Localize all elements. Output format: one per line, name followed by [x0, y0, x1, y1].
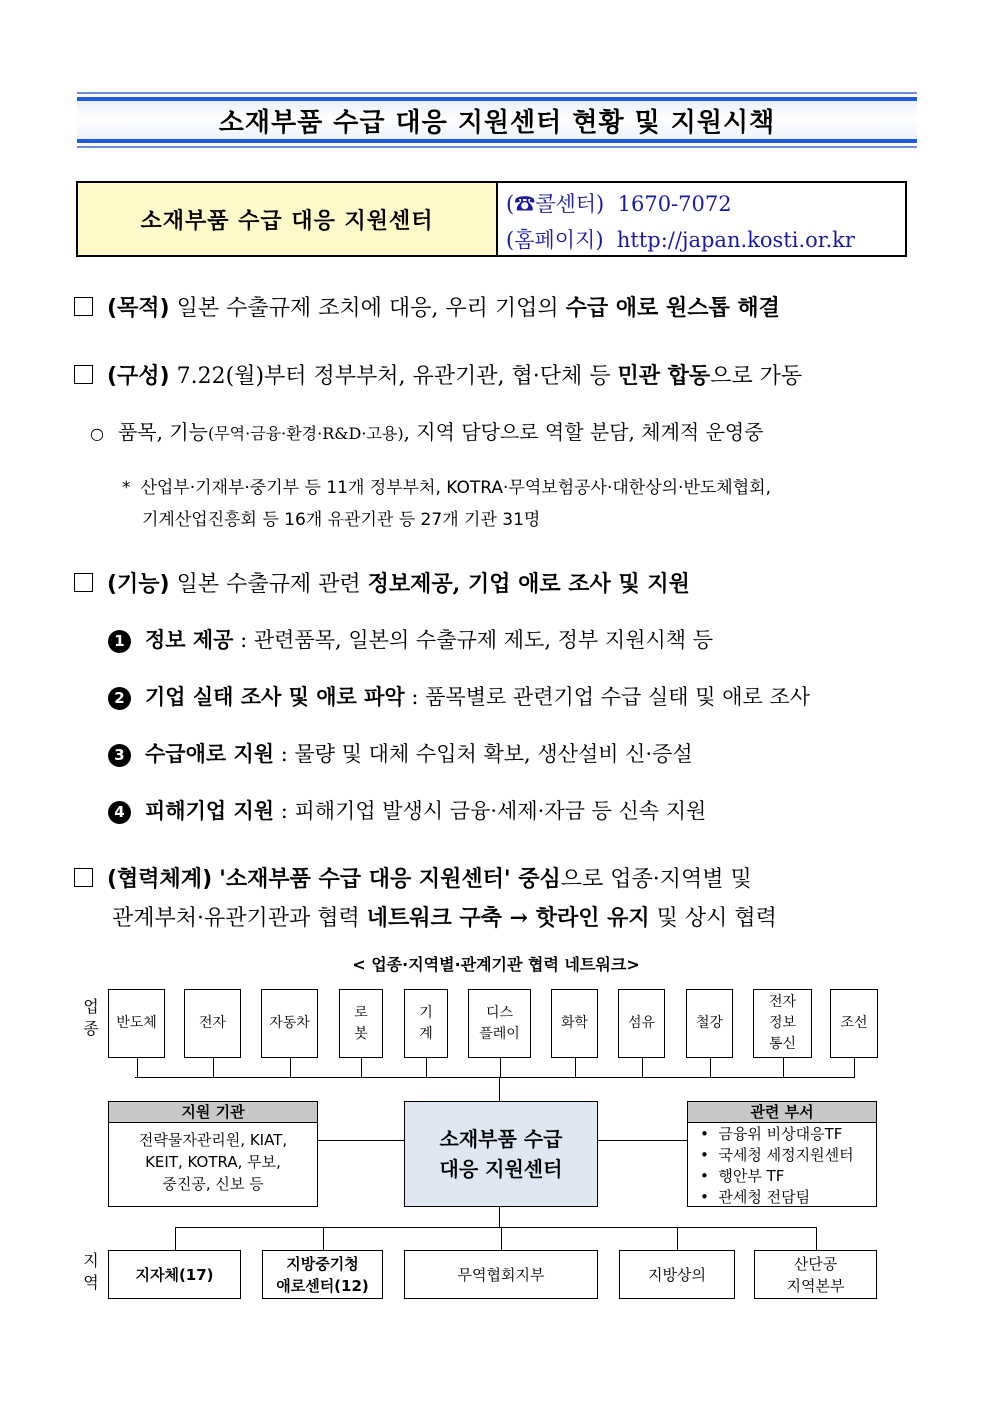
industry-box: 반도체	[108, 989, 165, 1058]
item-desc: : 관련품목, 일본의 수출규제 제도, 정부 지원시책 등	[233, 628, 714, 652]
note-line-2: 기계산업진흥회 등 16개 유관기관 등 27개 기관 31명	[142, 510, 541, 530]
number-3-icon: 3	[108, 744, 131, 767]
item-title: 정보 제공	[145, 627, 234, 652]
item-desc: : 물량 및 대체 수입처 확보, 생산설비 신·증설	[274, 742, 693, 766]
connector-line	[854, 1058, 855, 1078]
support-box	[108, 1101, 318, 1207]
purpose-bold: 수급 애로 원스톱 해결	[565, 295, 780, 321]
industry-box: 섬유	[618, 989, 665, 1058]
connector-line	[597, 1140, 687, 1141]
function-item	[108, 795, 810, 852]
cooperation-label: (협력체계)	[107, 867, 213, 892]
composition-label: (구성)	[107, 364, 170, 389]
connector-line	[816, 1227, 817, 1250]
function-item	[108, 681, 810, 738]
function-label: (기능)	[107, 572, 170, 597]
item-title: 수급애로 지원	[145, 741, 275, 766]
web-url[interactable]: http://japan.kosti.or.kr	[616, 228, 855, 252]
industry-bus-line	[135, 1077, 855, 1078]
industry-box: 자동차	[261, 989, 318, 1058]
connector-line	[323, 1227, 324, 1250]
related-item: • 국세청 세정지원센터	[700, 1146, 854, 1164]
item-title: 피해기업 지원	[145, 798, 275, 823]
industry-box: 화학	[551, 989, 598, 1058]
connector-line	[642, 1058, 643, 1078]
page-title-text: 소재부품 수급 대응 지원센터 현황 및 지원시책	[218, 107, 776, 138]
industry-box: 로 봇	[339, 989, 383, 1058]
connector-line	[137, 1058, 138, 1078]
region-box: 산단공 지역본부	[754, 1250, 877, 1299]
cooperation-text: 으로 업종·지역별 및	[560, 867, 752, 892]
asterisk-icon: *	[122, 478, 131, 498]
region-box: 무역협회지부	[404, 1250, 598, 1299]
industry-box: 디스 플레이	[468, 989, 531, 1058]
related-item: • 관세청 전담팀	[700, 1188, 811, 1206]
composition-text-post: 으로 가동	[710, 364, 803, 389]
cooperation-text-2: 관계부처·유관기관과 협력	[112, 906, 367, 931]
composition-bold: 민관 합동	[617, 363, 711, 389]
center-name: 소재부품 수급 대응 지원센터	[78, 183, 498, 255]
circle-bullet-icon: ○	[90, 424, 104, 443]
purpose-label: (목적)	[107, 296, 170, 321]
composition-sub-small: (무역·금융·환경·R&D·고용)	[207, 424, 404, 443]
cooperation-text-2-post: 및 상시 협력	[649, 906, 777, 931]
page-title	[77, 97, 917, 143]
item-title: 기업 실태 조사 및 애로 파악	[145, 684, 405, 709]
connector-line	[317, 1140, 405, 1141]
industry-label: 업 종	[83, 997, 99, 1038]
connector-line	[213, 1058, 214, 1078]
connector-line	[677, 1227, 678, 1250]
center-box: 소재부품 수급 대응 지원센터	[404, 1101, 598, 1207]
support-body: 전략물자관리원, KIAT, KEIT, KOTRA, 무보, 중진공, 신보 등	[138, 1131, 288, 1193]
related-item-text: 관세청 전담팀	[718, 1188, 811, 1206]
related-header: 관련 부서	[688, 1102, 876, 1123]
industry-box: 철강	[686, 989, 733, 1058]
composition-sub-pre: 품목, 기능	[117, 420, 208, 444]
related-item: • 금융위 비상대응TF	[700, 1125, 843, 1143]
connector-line	[426, 1058, 427, 1078]
info-box	[76, 181, 907, 257]
checkbox-square-icon	[74, 868, 93, 887]
call-number: 1670-7072	[617, 192, 732, 216]
connector-line	[501, 1227, 502, 1250]
connector-line	[361, 1058, 362, 1078]
connector-line	[499, 1077, 500, 1101]
purpose-line	[74, 291, 780, 322]
connector-line	[710, 1058, 711, 1078]
region-box: 지방중기청 애로센터(12)	[262, 1250, 383, 1299]
related-item-text: 국세청 세정지원센터	[718, 1146, 854, 1164]
industry-box: 전자 정보 통신	[753, 989, 812, 1058]
connector-line	[500, 1058, 501, 1078]
connector-line	[783, 1058, 784, 1078]
checkbox-square-icon	[74, 297, 93, 316]
cooperation-line-2	[112, 901, 777, 932]
function-bold: 정보제공, 기업 애로 조사 및 지원	[367, 571, 690, 597]
connector-line	[290, 1058, 291, 1078]
industry-box: 기 계	[404, 989, 448, 1058]
contact-info	[498, 183, 905, 255]
related-box	[687, 1101, 877, 1207]
purpose-text: 일본 수출규제 조치에 대응, 우리 기업의	[176, 296, 566, 321]
cooperation-bold-2: 네트워크 구축 → 핫라인 유지	[366, 905, 650, 931]
web-label: (홈페이지)	[506, 228, 604, 252]
checkbox-square-icon	[74, 573, 93, 592]
number-4-icon: 4	[108, 801, 131, 824]
number-1-icon: 1	[108, 630, 131, 653]
composition-sub-post: , 지역 담당으로 역할 분담, 체계적 운영중	[403, 420, 764, 444]
connector-line	[499, 1206, 500, 1228]
connector-line	[575, 1058, 576, 1078]
function-text: 일본 수출규제 관련	[176, 572, 368, 597]
composition-sub	[90, 416, 764, 445]
function-item	[108, 738, 810, 795]
region-label: 지 역	[83, 1251, 99, 1292]
composition-line	[74, 359, 802, 390]
region-bus-line	[175, 1227, 817, 1228]
number-2-icon: 2	[108, 687, 131, 710]
related-item-text: 행안부 TF	[718, 1167, 785, 1185]
composition-note	[122, 472, 771, 536]
related-item-text: 금융위 비상대응TF	[718, 1125, 843, 1143]
call-label: (☎콜센터)	[506, 192, 605, 216]
region-box: 지자체(17)	[108, 1250, 241, 1299]
item-desc: : 품목별로 관련기업 수급 실태 및 애로 조사	[404, 685, 811, 709]
industry-box: 조선	[830, 989, 878, 1058]
function-item	[108, 624, 810, 681]
function-items	[108, 624, 810, 852]
cooperation-bold: '소재부품 수급 대응 지원센터' 중심	[219, 866, 561, 892]
diagram-title: < 업종·지역별·관계기관 협력 네트워크>	[352, 955, 640, 974]
related-item: • 행안부 TF	[700, 1167, 785, 1185]
note-line-1: 산업부·기재부·중기부 등 11개 정부부처, KOTRA·무역보험공사·대한상의·반도체협회,	[140, 478, 771, 498]
function-line	[74, 567, 690, 598]
related-list	[688, 1123, 876, 1208]
region-box: 지방상의	[619, 1250, 735, 1299]
composition-text: 7.22(월)부터 정부부처, 유관기관, 협·단체 등	[176, 364, 618, 389]
checkbox-square-icon	[74, 365, 93, 384]
industry-box: 전자	[184, 989, 241, 1058]
cooperation-line	[74, 862, 752, 893]
support-header: 지원 기관	[109, 1102, 317, 1123]
connector-line	[175, 1227, 176, 1250]
item-desc: : 피해기업 발생시 금융·세제·자금 등 신속 지원	[274, 799, 707, 823]
